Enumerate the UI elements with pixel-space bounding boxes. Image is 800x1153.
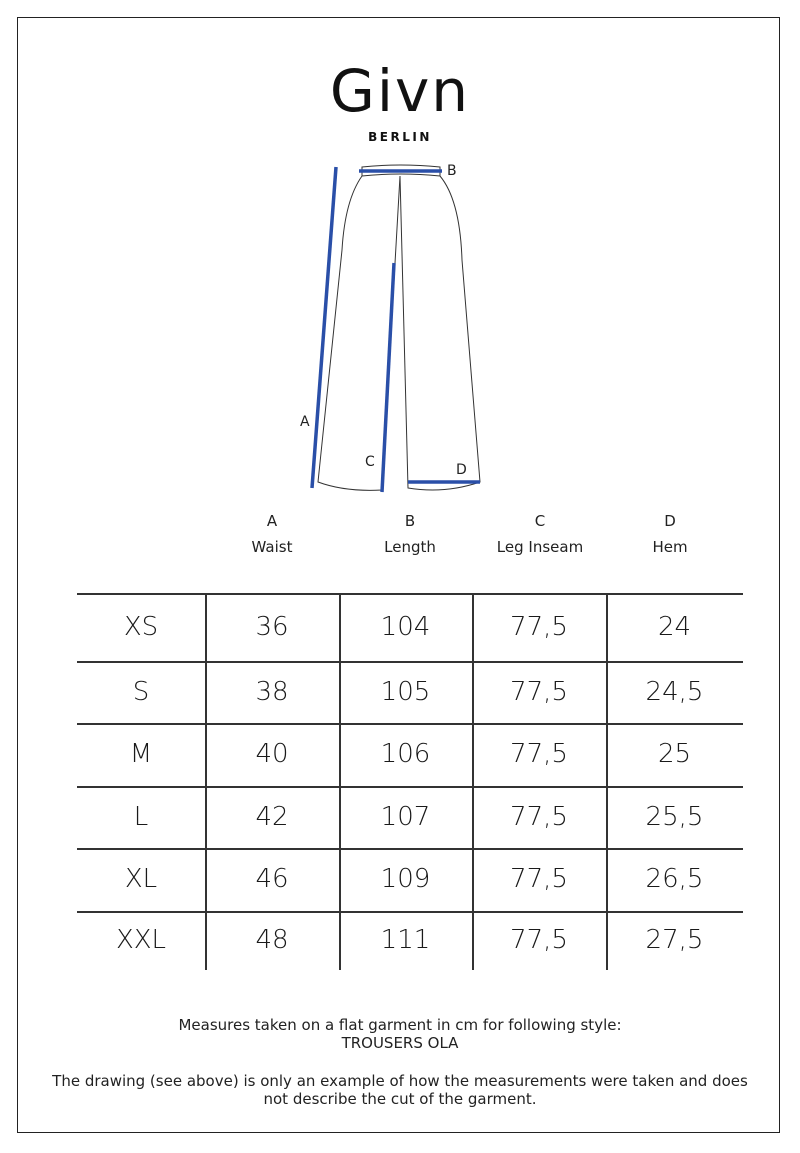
measurement-cell: 40	[255, 739, 289, 769]
size-label: L	[133, 802, 149, 832]
measure-line-c	[382, 263, 394, 492]
measurement-cell: 24	[657, 612, 692, 642]
note-disclaimer-cont: not describe the cut of the garment.	[263, 1090, 537, 1108]
measure-line-a	[312, 167, 336, 488]
column-letter: C	[534, 512, 546, 530]
measurement-cell: 104	[380, 612, 431, 642]
label-c: C	[365, 454, 375, 470]
size-label: XXL	[115, 925, 167, 955]
measurement-cell: 77,5	[510, 612, 568, 642]
size-label: XL	[124, 864, 158, 894]
column-name: Hem	[652, 538, 688, 556]
measurement-cell: 77,5	[510, 802, 568, 832]
column-letter: B	[404, 512, 416, 530]
measurement-cell: 42	[255, 802, 289, 832]
column-letter: A	[266, 512, 278, 530]
measurement-cell: 105	[380, 677, 431, 707]
measurement-cell: 25,5	[645, 802, 704, 832]
measurement-cell: 25	[657, 739, 692, 769]
measurement-cell: 26,5	[645, 864, 704, 894]
measurement-cell: 111	[380, 925, 431, 955]
label-a: A	[300, 414, 310, 430]
measurement-cell: 27,5	[645, 925, 704, 955]
column-name: Waist	[251, 538, 293, 556]
measurement-cell: 107	[380, 802, 431, 832]
column-name: Length	[384, 538, 436, 556]
size-label: S	[132, 677, 150, 707]
measurement-cell: 46	[255, 864, 289, 894]
measurement-cell: 77,5	[510, 925, 568, 955]
size-table	[77, 593, 743, 970]
size-label: M	[129, 739, 153, 769]
brand-logo: Givn	[329, 57, 471, 125]
measurement-cell: 77,5	[510, 677, 568, 707]
measurement-cell: 77,5	[510, 864, 568, 894]
trousers-diagram	[290, 160, 510, 500]
label-d: D	[456, 462, 467, 478]
measurement-cell: 106	[380, 739, 431, 769]
measurement-cell: 24,5	[645, 677, 704, 707]
size-label: XS	[123, 612, 159, 642]
label-b: B	[447, 163, 457, 179]
measurement-cell: 48	[255, 925, 289, 955]
column-letter: D	[664, 512, 676, 530]
measurement-cell: 38	[255, 677, 289, 707]
note-style: TROUSERS OLA	[341, 1034, 459, 1052]
measurement-cell: 109	[380, 864, 431, 894]
measurement-cell: 77,5	[510, 739, 568, 769]
brand-subtitle: BERLIN	[368, 130, 432, 144]
measurement-cell: 36	[255, 612, 289, 642]
note-measures: Measures taken on a flat garment in cm for following style:	[178, 1016, 622, 1034]
note-disclaimer: The drawing (see above) is only an example of how the measurements were taken and does	[52, 1072, 748, 1090]
column-name: Leg Inseam	[496, 538, 584, 556]
